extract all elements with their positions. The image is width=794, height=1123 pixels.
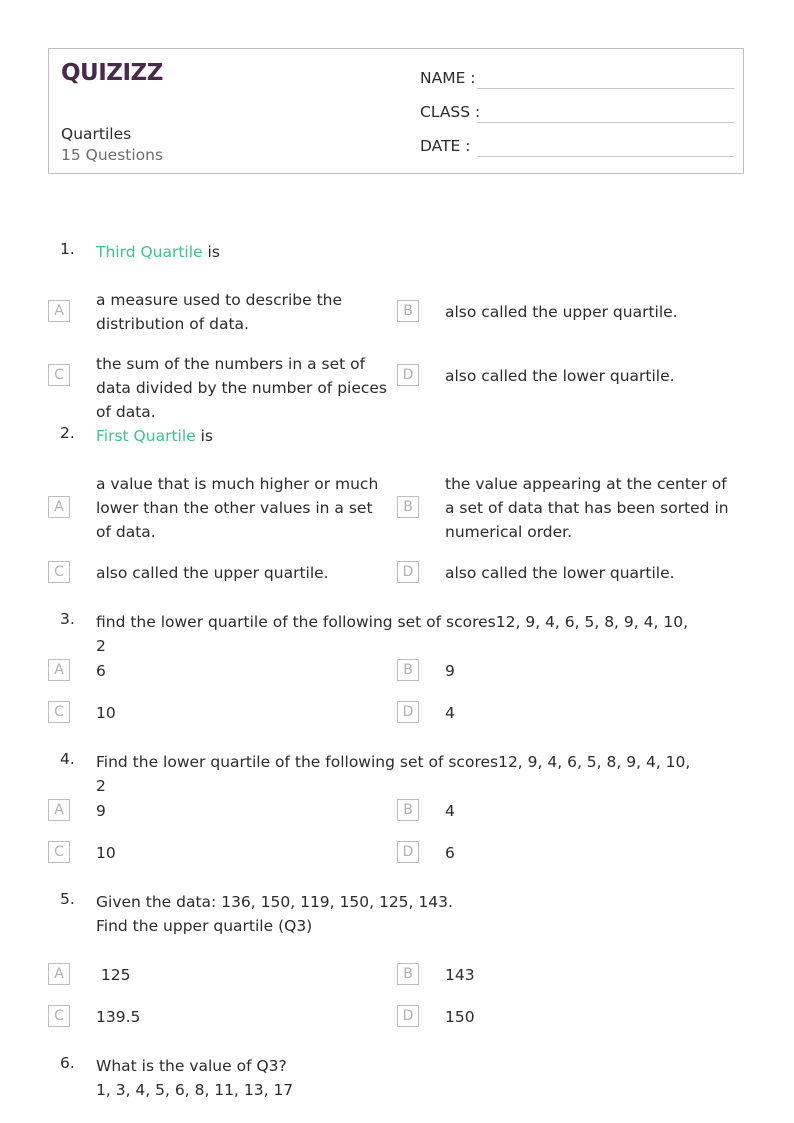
option-c-text: the sum of the numbers in a set of data divided by the number of pieces of data. — [96, 355, 388, 421]
quizizz-logo: QUIZIZZ — [61, 60, 163, 86]
option-d-text: 4 — [445, 704, 455, 722]
option-d-box[interactable]: D — [397, 364, 419, 386]
name-label: NAME : — [420, 69, 476, 87]
name-field[interactable] — [420, 69, 734, 91]
option-d-text: also called the lower quartile. — [445, 564, 675, 582]
option-c-box[interactable]: C — [48, 1005, 70, 1027]
option-a-text: 6 — [96, 662, 106, 680]
option-c-text: 139.5 — [96, 1008, 141, 1026]
option-d-text: 6 — [445, 844, 455, 862]
class-line[interactable] — [477, 122, 734, 123]
option-b-box[interactable]: B — [397, 300, 419, 322]
question-text — [96, 240, 696, 264]
option-a-box[interactable]: A — [48, 963, 70, 985]
option-b-text: 4 — [445, 802, 455, 820]
option-a-text: 9 — [96, 802, 106, 820]
question-number: 6. — [60, 1054, 75, 1072]
option-a-box[interactable]: A — [48, 799, 70, 821]
highlighted-term: First Quartile — [96, 427, 196, 445]
option-c-text: also called the upper quartile. — [96, 564, 329, 582]
option-a-box[interactable]: A — [48, 659, 70, 681]
option-a-box[interactable]: A — [48, 300, 70, 322]
question-count: 15 Questions — [61, 146, 164, 164]
option-b-box[interactable]: B — [397, 496, 419, 518]
question-text-line-2: 1, 3, 4, 5, 6, 8, 11, 13, 17 — [96, 1081, 294, 1099]
question-number: 5. — [60, 890, 75, 908]
date-line[interactable] — [477, 156, 734, 157]
question-text: What is the value of Q3? — [96, 1057, 287, 1075]
option-b-box[interactable]: B — [397, 799, 419, 821]
option-d-text: 150 — [445, 1008, 475, 1026]
worksheet-header — [48, 48, 744, 174]
question-text: Find the lower quartile of the following set of scores12, 9, 4, 6, 5, 8, 9, 4, 10, 2 — [96, 753, 691, 795]
class-field[interactable] — [420, 103, 734, 125]
date-label: DATE : — [420, 137, 471, 155]
option-b-text: the value appearing at the center of a set of data that has been sorted in numerical order. — [445, 475, 729, 541]
worksheet-title: Quartiles — [61, 125, 132, 143]
question-number: 4. — [60, 750, 75, 768]
option-a-text: a measure used to describe the distribution of data. — [96, 291, 343, 333]
question-number: 3. — [60, 610, 75, 628]
option-a-text: a value that is much higher or much lower than the other values in a set of data. — [96, 475, 379, 541]
option-c-text: 10 — [96, 844, 116, 862]
question-text-rest: is — [195, 427, 213, 445]
question-text-rest: is — [202, 243, 220, 261]
option-d-box[interactable]: D — [397, 701, 419, 723]
date-field[interactable] — [420, 137, 734, 159]
class-label: CLASS : — [420, 103, 481, 121]
option-d-text: also called the lower quartile. — [445, 367, 675, 385]
option-b-text: also called the upper quartile. — [445, 303, 678, 321]
option-d-box[interactable]: D — [397, 561, 419, 583]
option-b-box[interactable]: B — [397, 659, 419, 681]
option-a-box[interactable]: A — [48, 496, 70, 518]
option-c-text: 10 — [96, 704, 116, 722]
question-text: Given the data: 136, 150, 119, 150, 125, 143. — [96, 893, 453, 911]
question-number: 2. — [60, 424, 75, 442]
option-d-box[interactable]: D — [397, 841, 419, 863]
option-c-box[interactable]: C — [48, 561, 70, 583]
option-b-text: 9 — [445, 662, 455, 680]
option-a-text: 125 — [96, 966, 131, 984]
option-d-box[interactable]: D — [397, 1005, 419, 1027]
question-text — [96, 424, 696, 448]
option-c-box[interactable]: C — [48, 364, 70, 386]
option-b-box[interactable]: B — [397, 963, 419, 985]
option-c-box[interactable]: C — [48, 841, 70, 863]
question-number: 1. — [60, 240, 75, 258]
name-line[interactable] — [477, 88, 734, 89]
question-text: find the lower quartile of the following set of scores12, 9, 4, 6, 5, 8, 9, 4, 10, 2 — [96, 613, 688, 655]
option-c-box[interactable]: C — [48, 701, 70, 723]
question-text-line-2: Find the upper quartile (Q3) — [96, 917, 313, 935]
option-b-text: 143 — [445, 966, 475, 984]
highlighted-term: Third Quartile — [96, 243, 203, 261]
